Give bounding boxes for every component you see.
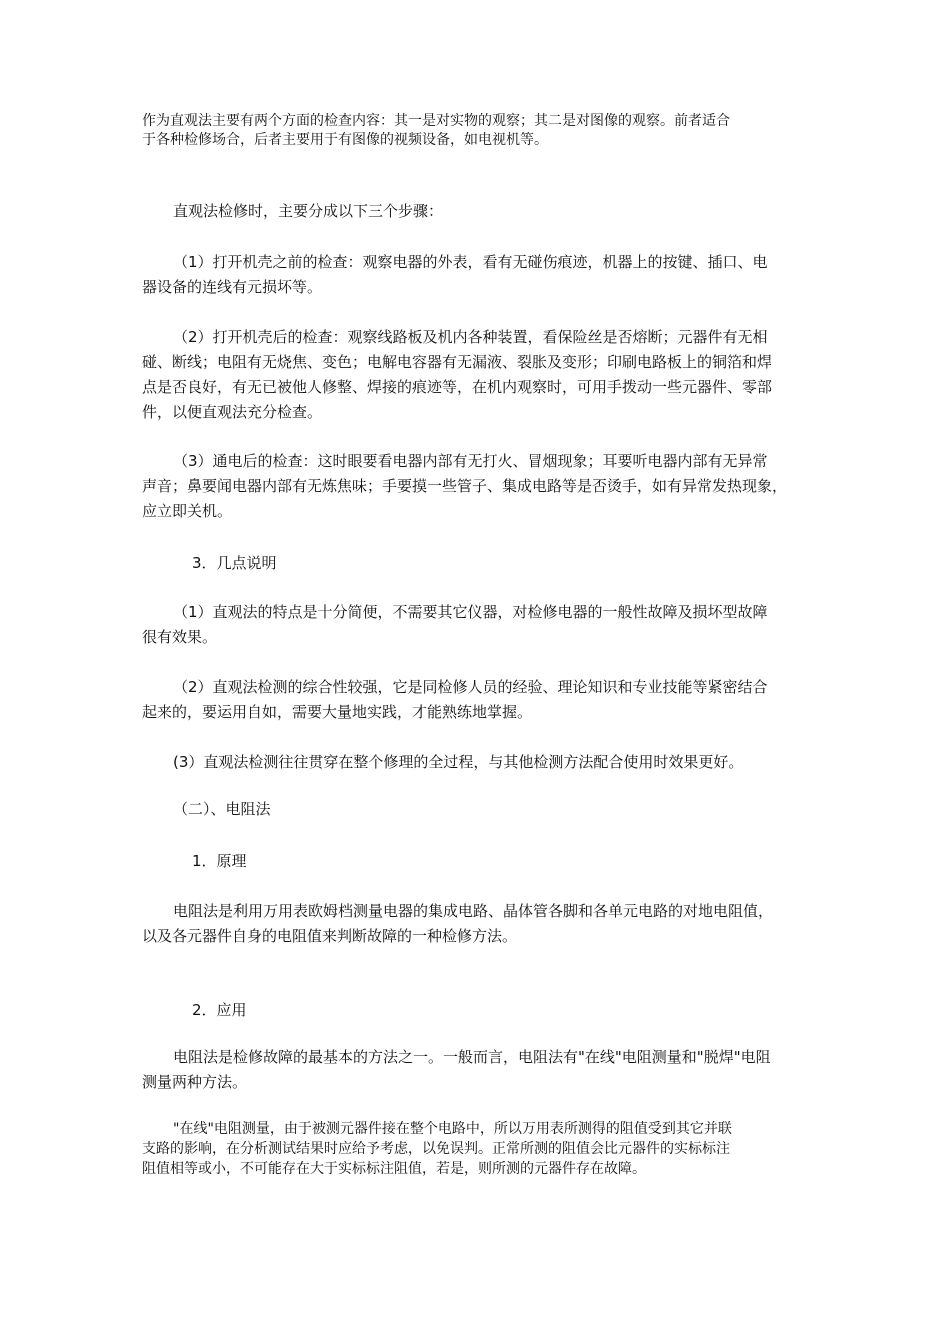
intro-line-1: 作为直观法主要有两个方面的检查内容：其一是对实物的观察；其二是对图像的观察。前者适合 (142, 113, 730, 129)
section-notes-heading: 3．几点说明 (192, 554, 277, 572)
note-2-line-1: （2）直观法检测的综合性较强，它是同检修人员的经验、理论知识和专业技能等紧密结合 (173, 678, 768, 696)
note-1-line-2: 很有效果。 (142, 628, 218, 646)
step-2-line-4: 件，以便直观法充分检查。 (142, 403, 323, 421)
principle-line-2: 以及各元器件自身的电阻值来判断故障的一种检修方法。 (142, 927, 518, 945)
step-3-line-2: 声音；鼻要闻电器内部有无炼焦味；手要摸一些管子、集成电路等是否烫手，如有异常发热现象， (142, 477, 788, 495)
step-2-line-1: （2）打开机壳后的检查：观察线路板及机内各种装置，看保险丝是否熔断；元器件有无相 (173, 328, 768, 346)
principle-line-1: 电阻法是利用万用表欧姆档测量电器的集成电路、晶体管各脚和各单元电路的对地电阻值， (173, 902, 774, 920)
steps-heading: 直观法检修时，主要分成以下三个步骤： (173, 202, 444, 220)
principle-heading: 1．原理 (192, 852, 247, 870)
step-3-line-1: （3）通电后的检查：这时眼要看电器内部有无打火、冒烟现象；耳要听电器内部有无异常 (173, 452, 768, 470)
online-measurement-line-3: 阻值相等或小，不可能存在大于实标标注阻值，若是，则所测的元器件存在故障。 (142, 1161, 646, 1177)
application-line-2: 测量两种方法。 (142, 1073, 248, 1091)
step-3-line-3: 应立即关机。 (142, 502, 233, 520)
online-measurement-line-2: 支路的影响，在分析测试结果时应给予考虑，以免误判。正常所测的阻值会比元器件的实标标注 (142, 1141, 730, 1157)
step-2-line-2: 碰、断线；电阻有无烧焦、变色；电解电容器有无漏液、裂胀及变形；印刷电路板上的铜箔和焊 (142, 353, 773, 371)
resistance-method-heading: （二）、电阻法 (173, 800, 271, 818)
step-2-line-3: 点是否良好，有无已被他人修整、焊接的痕迹等，在机内观察时，可用手拨动一些元器件、零部 (142, 378, 773, 396)
intro-line-2: 于各种检修场合，后者主要用于有图像的视频设备，如电视机等。 (142, 132, 548, 148)
online-measurement-line-1: "在线"电阻测量，由于被测元器件接在整个电路中，所以万用表所测得的阻值受到其它并联 (173, 1121, 732, 1137)
step-1-line-2: 器设备的连线有元损坏等。 (142, 278, 323, 296)
note-2-line-2: 起来的，要运用自如，需要大量地实践，才能熟练地掌握。 (142, 703, 533, 721)
note-1-line-1: （1）直观法的特点是十分简便，不需要其它仪器，对检修电器的一般性故障及损坏型故障 (173, 603, 768, 621)
application-line-1: 电阻法是检修故障的最基本的方法之一。一般而言，电阻法有"在线"电阻测量和"脱焊"电阻 (173, 1048, 771, 1066)
step-1-line-1: （1）打开机壳之前的检查：观察电器的外表，看有无碰伤痕迹，机器上的按键、插口、电 (173, 253, 768, 271)
note-3-line: (3）直观法检测往往贯穿在整个修理的全过程，与其他检测方法配合使用时效果更好。 (173, 753, 744, 771)
application-heading: 2．应用 (192, 1001, 247, 1019)
